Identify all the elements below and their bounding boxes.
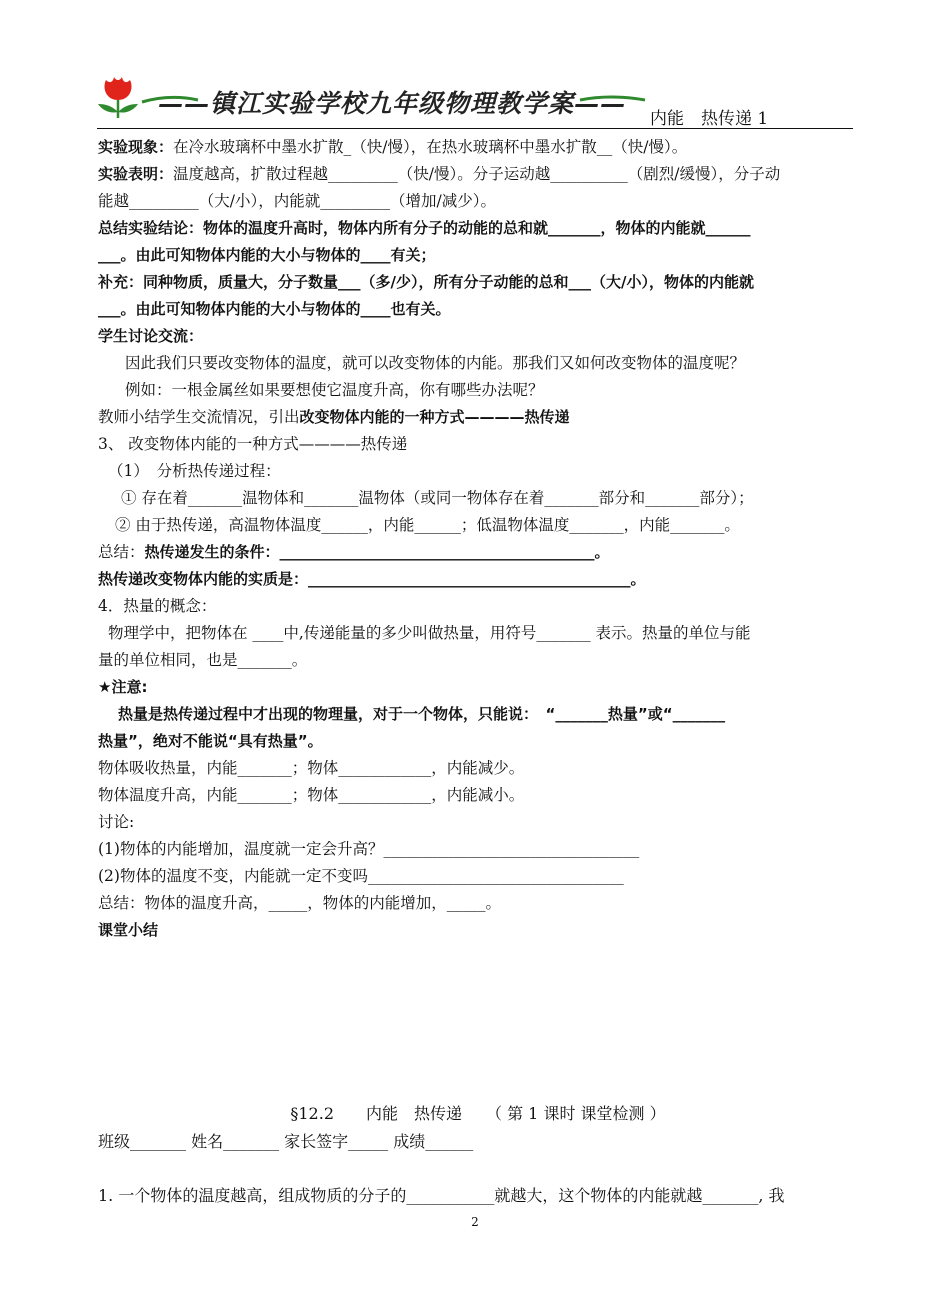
text-line xyxy=(98,701,858,728)
text-line xyxy=(98,323,858,350)
bold-text: ★注意: xyxy=(98,678,148,696)
bold-text: 补充：同种物质，质量大，分子数量___（多/少），所有分子动能的总和___（大/小），物体的内能就 xyxy=(98,273,754,291)
text-line xyxy=(98,728,858,755)
body-text: 物体吸收热量，内能_______；物体____________，内能减少。 xyxy=(98,759,525,777)
text-line xyxy=(98,242,858,269)
text-line xyxy=(98,134,858,161)
bold-text: 热传递改变物体内能的实质是：___________________________________________。 xyxy=(98,570,646,588)
text-line xyxy=(98,377,858,404)
bold-text: 总结实验结论：物体的温度升高时，物体内所有分子的动能的总和就_______，物体的内能就______ xyxy=(98,219,751,237)
body-text: 因此我们只要改变物体的温度，就可以改变物体的内能。那我们又如何改变物体的温度呢？ xyxy=(125,354,746,372)
text-line xyxy=(98,836,858,863)
body-text: 4．热量的概念： xyxy=(98,597,217,615)
bold-text: 热量是热传递过程中才出现的物理量，对于一个物体，只能说： “_______热量”或“_______ xyxy=(118,705,726,723)
text-line xyxy=(98,269,858,296)
bold-text: ___。由此可知物体内能的大小与物体的____有关； xyxy=(98,246,436,264)
text-line xyxy=(98,539,858,566)
text-line xyxy=(98,458,858,485)
text-line xyxy=(98,512,858,539)
bold-text: 热传递发生的条件：__________________________________________。 xyxy=(144,543,610,561)
body-text: 量的单位相同，也是_______。 xyxy=(98,651,308,669)
bold-text: 热量”，绝对不能说“具有热量”。 xyxy=(98,732,323,750)
text-line xyxy=(98,215,858,242)
body-text: 能越_________（大/小），内能就_________（增加/减少）。 xyxy=(98,192,496,210)
body-text: 物理学中，把物体在 ____中,传递能量的多少叫做热量，用符号_______ 表示。热量的单位与能 xyxy=(108,624,751,642)
body-text: 例如：一根金属丝如果要想使它温度升高，你有哪些办法呢？ xyxy=(125,381,544,399)
body-text: 在冷水玻璃杯中墨水扩散_（快/慢），在热水玻璃杯中墨水扩散__（快/慢）。 xyxy=(173,138,688,156)
worksheet-body xyxy=(98,134,858,944)
body-text: 总结：物体的温度升高，_____，物体的内能增加，_____。 xyxy=(98,894,502,912)
text-line xyxy=(98,593,858,620)
quiz-title: §12.2 内能 热传递 （ 第 1 课时 课堂检测 ） xyxy=(290,1104,666,1123)
school-header-title: ——镇江实验学校九年级物理教学案—— xyxy=(158,89,627,118)
body-text: (2)物体的温度不变，内能就一定不变吗_________________________________ xyxy=(98,867,624,885)
text-line xyxy=(98,431,858,458)
body-text: (1)物体的内能增加，温度就一定会升高？_________________________________ xyxy=(98,840,640,858)
topic-label: 内能 热传递 1 xyxy=(650,109,769,129)
text-line xyxy=(98,917,858,944)
body-text: 物体温度升高，内能_______；物体____________，内能减小。 xyxy=(98,786,525,804)
text-line xyxy=(98,863,858,890)
line-label: 实验表明： xyxy=(98,165,174,183)
text-line xyxy=(98,566,858,593)
text-line xyxy=(98,404,858,431)
text-line xyxy=(98,188,858,215)
body-text: ② 由于热传递，高温物体温度______，内能______；低温物体温度_______，内能_______。 xyxy=(115,516,740,534)
text-line xyxy=(98,674,858,701)
body-text: （1） 分析热传递过程： xyxy=(108,462,281,480)
text-line xyxy=(98,620,858,647)
text-line xyxy=(98,485,858,512)
body-text: 教师小结学生交流情况，引出 xyxy=(98,408,300,426)
quiz-section xyxy=(98,1100,858,1210)
text-line xyxy=(98,350,858,377)
bold-text: ___。由此可知物体内能的大小与物体的____也有关。 xyxy=(98,300,451,318)
line-label: 实验现象： xyxy=(98,138,174,156)
text-line xyxy=(98,647,858,674)
text-line xyxy=(98,890,858,917)
body-text: 总结： xyxy=(98,543,145,561)
body-text: 温度越高，扩散过程越_________（快/慢）。分子运动越__________（剧烈/缓慢），分子动 xyxy=(173,165,781,183)
body-text: 讨论: xyxy=(98,813,135,831)
text-line xyxy=(98,296,858,323)
student-info-line: 班级_______ 姓名_______ 家长签字_____ 成绩______ xyxy=(98,1132,474,1151)
body-text: ① 存在着_______温物体和_______温物体（或同一物体存在着_______部分和_______部分）； xyxy=(121,489,754,507)
bold-text: 改变物体内能的一种方式————热传递 xyxy=(299,408,570,426)
flower-logo-icon xyxy=(96,74,140,120)
text-line xyxy=(98,755,858,782)
question-1: 1. 一个物体的温度越高，组成物质的分子的___________就越大，这个物体的内能就越_______, 我 xyxy=(98,1186,785,1205)
text-line xyxy=(98,782,858,809)
body-text: 3、 改变物体内能的一种方式————热传递 xyxy=(98,435,408,453)
text-line xyxy=(98,161,858,188)
header-divider xyxy=(97,128,853,129)
bold-text: 学生讨论交流： xyxy=(98,327,204,345)
text-line xyxy=(98,809,858,836)
bold-text: 课堂小结 xyxy=(98,921,159,939)
page-number: 2 xyxy=(471,1215,479,1229)
